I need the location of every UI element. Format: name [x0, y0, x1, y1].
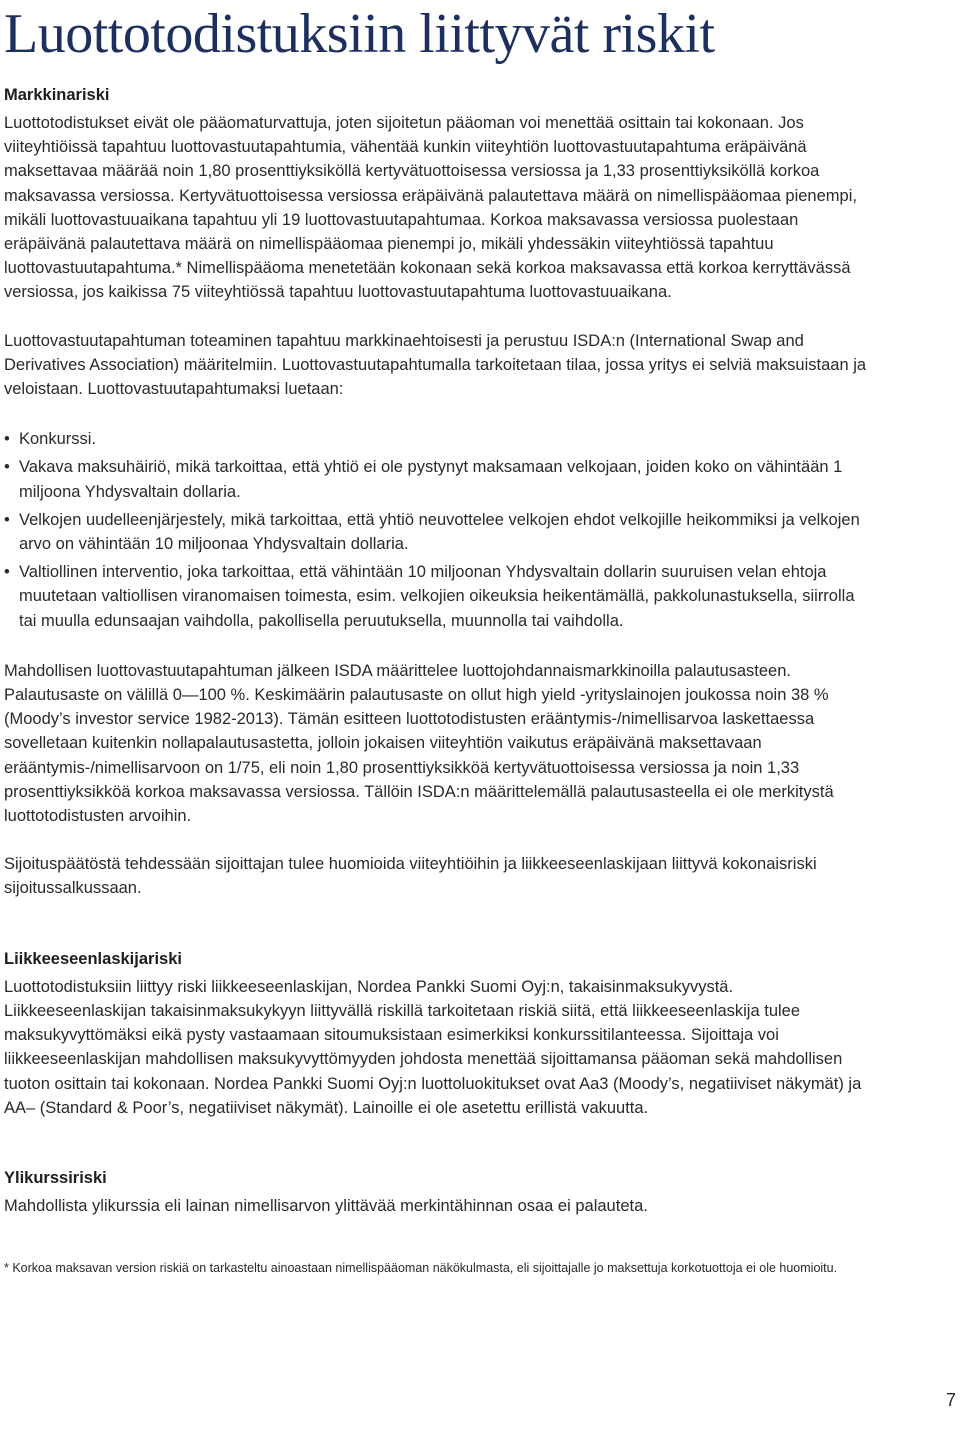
premium-risk-paragraph: Mahdollista ylikurssia eli lainan nimellisarvon ylittävää merkintähinnan osaa ei palauteta. [4, 1196, 648, 1215]
page-number: 7 [945, 1390, 956, 1410]
bullet-icon: • [4, 430, 10, 449]
market-risk-paragraph-2: Luottovastuutapahtuman toteaminen tapahtuu markkinaehtoisesti ja perustuu ISDA:n (International Swap and Derivatives Association) määritelmiin. Luottovastuutapahtumalla tarkoitetaan tilaa, jossa yritys ei selviä maksuistaan ja veloistaan. Luottovastuutapahtumaksi luetaan: [4, 331, 867, 399]
list-item [4, 508, 874, 556]
list-item [4, 560, 874, 633]
credit-event-list [4, 427, 874, 633]
market-risk-paragraph-4: Sijoituspäätöstä tehdessään sijoittajan tulee huomioida viiteyhtiöihin ja liikkeeseenlaskijaan liittyvä kokonaisriski sijoitussalkussaan. [4, 855, 817, 898]
document-page [4, 0, 954, 1280]
list-item-text: Vakava maksuhäiriö, mikä tarkoittaa, että yhtiö ei ole pystynyt maksamaan velkojaan, joiden koko on vähintään 1 miljoona Yhdysvaltain dollaria. [19, 458, 843, 501]
list-item [4, 455, 874, 503]
list-item-text: Konkurssi. [19, 430, 97, 449]
market-risk-paragraph-3: Mahdollisen luottovastuutapahtuman jälkeen ISDA määrittelee luottojohdannaismarkkinoilla palautusasteen. Palautusaste on välillä 0—100 %. Keskimäärin palautusaste on ollut high yield -yrityslainojen joukossa noin 38 % (Moody’s investor service 1982-2013). Tämän esitteen luottotodistusten erääntymis-/nimellisarvoa laskettaessa sovelletaan kuitenkin nollapalautusastetta, jolloin jokaisen viiteyhtiön vaikutus eräpäivänä maksettavaan erääntymis-/nimellisarvoon on 1/75, eli noin 1,80 prosenttiyksikköä kertyvätuottoisessa versiossa ja noin 1,33 prosenttiyksikköä korkoa maksavassa versiossa. Tällöin ISDA:n määrittelemällä palautusasteella ei ole merkitystä luottotodistusten arvoihin. [4, 661, 834, 826]
list-item-text: Velkojen uudelleenjärjestely, mikä tarkoittaa, että yhtiö neuvottelee velkojen ehdot velkojille heikommiksi ja velkojen arvo on vähintään 10 miljoonaa Yhdysvaltain dollaria. [19, 510, 860, 554]
bullet-icon: • [4, 510, 10, 529]
section-heading-premium-risk: Ylikurssiriski [4, 1168, 107, 1187]
market-risk-paragraph-1: Luottotodistukset eivät ole pääomaturvattuja, joten sijoitetun pääoman voi menettää osittain tai kokonaan. Jos viiteyhtiöissä tapahtuu luottovastuutapahtumia, vähentää kunkin viiteyhtiön luottovastuutapahtuma eräpäivänä maksettavaa määrää noin 1,80 prosenttiyksiköllä kertyvätuottoisessa versiossa ja 1,33 prosenttiyksiköllä korkoa maksavassa versiossa. Kertyvätuottoisessa versiossa eräpäivänä palautettava määrä on nimellispääomaa pienempi, mikäli luottovastuuaikana tapahtuu yli 19 luottovastuutapahtumaa. Korkoa maksavassa versiossa puolestaan eräpäivänä palautettava määrä on nimellispääomaa pienempi jo, mikäli yhdessäkin viiteyhtiössä tapahtuu luottovastuutapahtuma.* Nimellispääoma menetetään kokonaan sekä korkoa maksavassa että korkoa kerryttävässä versiossa, jos kaikissa 75 viiteyhtiössä tapahtuu luottovastuutapahtuma luottovastuuaikana. [4, 114, 857, 302]
issuer-risk-paragraph: Luottotodistuksiin liittyy riski liikkeeseenlaskijan, Nordea Pankki Suomi Oyj:n, takaisinmaksukyvystä. Liikkeeseenlaskijan takaisinmaksukykyyn liittyvällä riskillä tarkoitetaan riskiä siitä, että liikkeeseenlaskija tulee maksukyvyttömäksi eikä pysty vastaamaan sitoumuksistaan esimerkiksi konkurssitilanteessa. Sijoittaja voi liikkeeseenlaskijan mahdollisen maksukyvyttömyyden johdosta menettää sijoittamansa pääoman sekä mahdollisen tuoton osittain tai kokonaan. Nordea Pankki Suomi Oyj:n luottoluokitukset ovat Aa3 (Moody’s, negatiiviset näkymät) ja AA– (Standard & Poor’s, negatiiviset näkymät). Lainoille ei ole asetettu erillistä vakuutta. [4, 977, 862, 1117]
section-heading-issuer-risk: Liikkeeseenlaskijariski [4, 949, 182, 968]
list-item-text: Valtiollinen interventio, joka tarkoittaa, että vähintään 10 miljoonan Yhdysvaltain dollarin suuruisen velan ehtoja muutetaan valtiollisen viranomaisen toimesta, esim. velkojien oikeuksia heikentämällä, pakkolunastuksella, siirrolla tai muulla edunsaajan vaihdolla, pakollisella peruutuksella, muunnolla tai vaihdolla. [19, 563, 855, 630]
page-title: Luottotodistuksiin liittyvät riskit [4, 3, 715, 65]
footnote: * Korkoa maksavan version riskiä on tarkasteltu ainoastaan nimellispääoman näkökulmasta, eli sijoittajalle jo maksettuja korkotuottoja ei ole huomioitu. [4, 1261, 838, 1276]
bullet-icon: • [4, 563, 10, 582]
section-heading-market-risk: Markkinariski [4, 86, 110, 104]
list-item [4, 427, 874, 451]
bullet-icon: • [4, 458, 10, 477]
